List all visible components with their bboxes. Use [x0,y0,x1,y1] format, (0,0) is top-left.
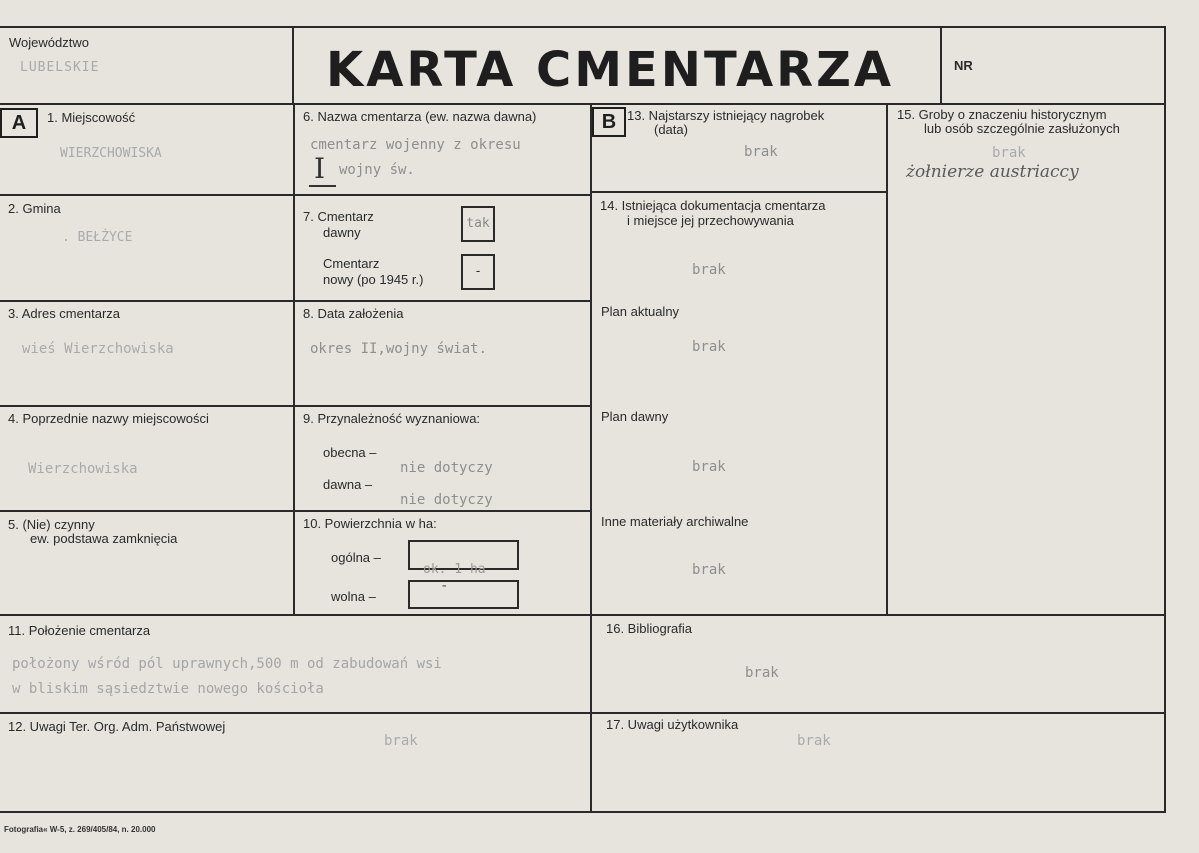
header-divider-1 [292,26,294,104]
field-9-current-label: obecna – [323,445,377,460]
col-divider-1 [293,103,295,614]
field-7-new-box: - [461,254,495,290]
a-row-line-3 [0,405,293,407]
field-5-sub: ew. podstawa zamknięcia [30,531,178,546]
archives-label: Inne materiały archiwalne [601,514,749,529]
a-row-line-4 [0,510,293,512]
bottom-border [0,811,1166,813]
field-14-label: 14. Istniejąca dokumentacja cmentarza [600,198,826,213]
plan-former-value: brak [692,459,726,475]
section-a-badge: A [0,108,38,138]
field-7b-label-2: nowy (po 1945 r.) [323,272,424,287]
field-6-value-line1: cmentarz wojenny z okresu [310,137,521,153]
header-bottom-line [0,103,1166,105]
field-12-label: 12. Uwagi Ter. Org. Adm. Państwowej [8,719,226,734]
field-9-former-label: dawna – [323,477,373,492]
right-border [1164,26,1166,813]
field-11-label: 11. Położenie cmentarza [8,623,151,638]
header-divider-2 [940,26,942,104]
numeral-underline [309,185,336,187]
field-10-free-label: wolna – [331,589,376,604]
field-6-handwritten-numeral: I [314,152,326,185]
field-1-value: WIERZCHOWISKA [60,146,162,161]
field-10-label: 10. Powierzchnia w ha: [303,516,437,531]
field-3-label: 3. Adres cmentarza [8,306,120,321]
field-15-handwritten: żołnierze austriaccy [906,162,1079,182]
col-divider-2 [590,103,592,811]
top-border [0,26,1166,28]
field-8-label: 8. Data założenia [303,306,404,321]
print-info: Fotografia« W-5, z. 269/405/84, n. 20.000 [4,825,156,834]
a-row-line-1 [0,194,293,196]
field-15-label: 15. Groby o znaczeniu historycznym [897,107,1107,122]
nr-label: NR [954,58,973,73]
field-16-label: 16. Bibliografia [606,621,692,636]
field-1-label: 1. Miejscowość [47,110,136,125]
field-9-current-value: nie dotyczy [400,460,493,476]
col-divider-3 [886,103,888,614]
field-7-old-box: tak [461,206,495,242]
plan-current-label: Plan aktualny [601,304,680,319]
field-10-free-box [408,580,519,609]
field-2-label: 2. Gmina [8,201,61,216]
field-13-sub: (data) [654,122,688,137]
field-13-label: 13. Najstarszy istniejący nagrobek [627,108,825,123]
field-7b-label: Cmentarz [323,256,380,271]
field-4-value: Wierzchowiska [28,461,138,477]
field-11-line2: w bliskim sąsiedztwie nowego kościoła [12,681,324,697]
row-12-line [0,712,1166,714]
field-8-value: okres II,wojny świat. [310,341,488,357]
field-9-label: 9. Przynależność wyznaniowa: [303,411,481,426]
field-14-value: brak [692,262,726,278]
field-17-value: brak [797,733,831,749]
field-15-sub: lub osób szczególnie zasłużonych [924,121,1120,136]
b-row-line-1 [590,191,886,193]
mid-row-line-3 [293,405,590,407]
field-7-label-2: dawny [323,225,361,240]
field-14-sub: i miejsce jej przechowywania [627,213,794,228]
field-4-label: 4. Poprzednie nazwy miejscowości [8,411,209,426]
field-5-label: 5. (Nie) czynny [8,517,95,532]
page-title: KARTA CMENTARZA [326,42,895,98]
field-16-value: brak [745,665,779,681]
voivodeship-label: Województwo [9,35,89,50]
field-3-value: wieś Wierzchowiska [22,341,174,357]
field-9-former-value: nie dotyczy [400,492,493,508]
field-10-free-value: - [440,578,449,594]
field-10-total-label: ogólna – [331,550,381,565]
field-13-value: brak [744,144,778,160]
mid-row-line-2 [293,300,590,302]
a-row-line-2 [0,300,293,302]
archives-value: brak [692,562,726,578]
section-b-badge: B [592,107,626,137]
field-11-line1: położony wśród pól uprawnych,500 m od zabudowań wsi [12,656,442,672]
grid-bottom-line [0,614,1166,616]
mid-row-line-4 [293,510,590,512]
field-12-value: brak [384,733,418,749]
field-15-value: brak [992,145,1026,161]
voivodeship-value: LUBELSKIE [20,60,100,75]
field-6-label: 6. Nazwa cmentarza (ew. nazwa dawna) [303,109,537,124]
field-7-label: 7. Cmentarz [303,209,374,224]
field-2-value: . BEŁŻYCE [62,230,133,245]
plan-former-label: Plan dawny [601,409,669,424]
field-6-value-line2: wojny św. [339,162,415,178]
field-17-label: 17. Uwagi użytkownika [606,717,739,732]
plan-current-value: brak [692,339,726,355]
field-10-total-value: ok. 1 ha [423,562,486,577]
mid-row-line-1 [293,194,590,196]
